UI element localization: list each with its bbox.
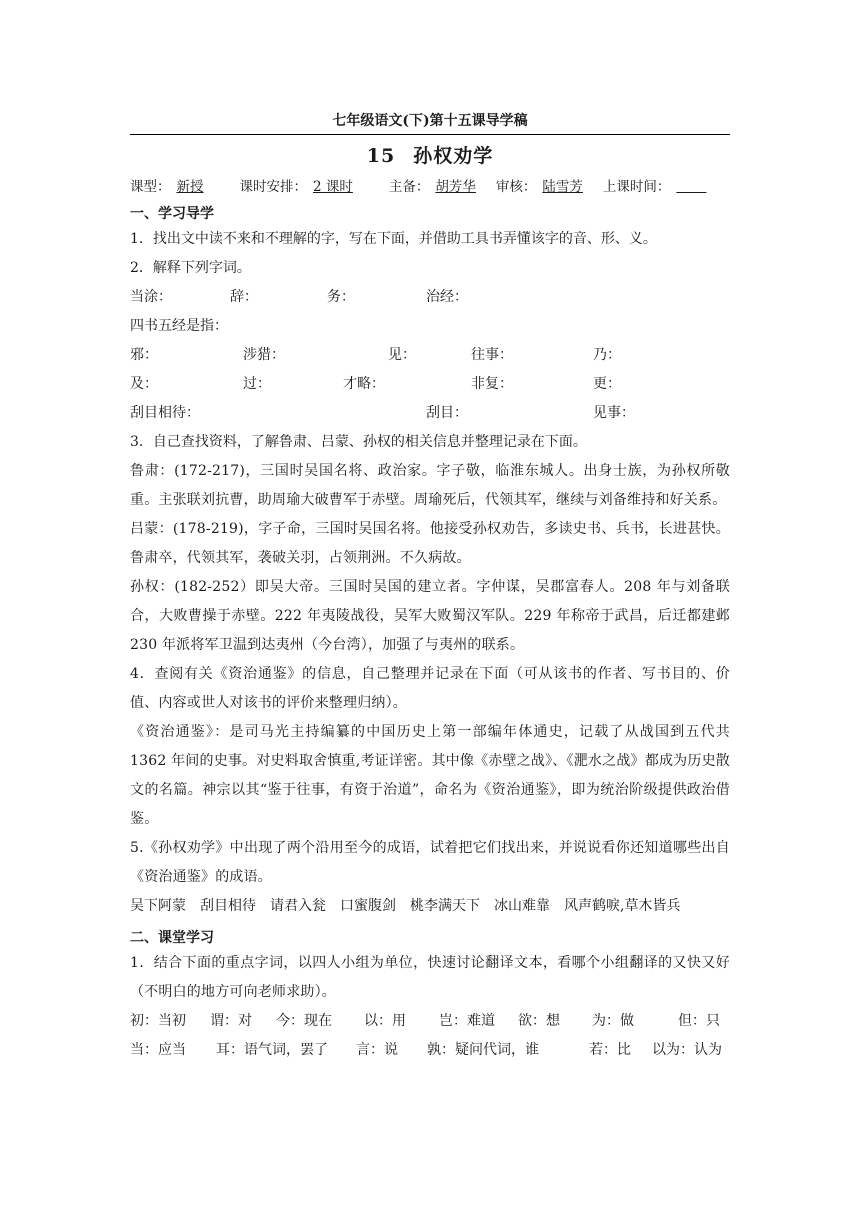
definition-item: 欲：想	[518, 1013, 560, 1029]
word-item: 涉猎：	[243, 347, 285, 363]
word-row	[130, 370, 730, 399]
word-item: 非复：	[471, 376, 513, 392]
definition-item: 以：用	[364, 1013, 406, 1029]
lead-value: 胡芳华	[435, 179, 476, 195]
word-item: 见：	[388, 347, 416, 363]
lesson-title	[130, 143, 730, 169]
lusu-bio: 鲁肃：(172-217)，三国时吴国名将、政治家。字子敬，临淮东城人。出身士族，为孙权所敬重。主张联刘抗曹，助周瑜大破曹军于赤壁。周瑜死后，代领其军，继续与刘备维持和好关系。	[130, 463, 730, 508]
review-label: 审核：	[495, 179, 537, 195]
sunquan-bio: 孙权：(182-252）即吴大帝。三国时吴国的建立者。字仲谋，吴郡富春人。208 年与刘备联合，大败曹操于赤壁。222 年夷陵战役，吴军大败蜀汉军队。229 年称帝于武昌，后迁都建邺 230 年派将军卫温到达夷州（今台湾），加强了与夷州的联系。	[130, 579, 730, 653]
definition-item: 初：当初	[130, 1013, 186, 1029]
word-row	[130, 312, 730, 341]
word-item: 邪：	[130, 347, 158, 363]
word-item: 刮目相待：	[130, 405, 200, 421]
definition-row	[130, 1036, 730, 1065]
page-header: 七年级语文(下)第十五课导学稿	[130, 112, 730, 135]
question-1: 1．找出文中读不来和不理解的字，写在下面，并借助工具书弄懂该字的音、形、义。	[130, 231, 657, 247]
hours-label: 课时安排：	[239, 179, 307, 195]
idiom-list	[130, 892, 730, 921]
definition-item: 但：只	[678, 1013, 720, 1029]
definition-item: 耳：语气词，罢了	[216, 1042, 328, 1058]
definition-item: 言：说	[356, 1042, 398, 1058]
definition-item: 当：应当	[130, 1042, 186, 1058]
zztj-info: 《资治通鉴》：是司马光主持编纂的中国历史上第一部编年体通史，记载了从战国到五代共 1362 年间的史事。对史料取舍慎重,考证详密。其中像《赤壁之战》、《淝水之战》都成为历史散文的名篇。神宗以其“鉴于往事，有资于治道”，命名为《资治通鉴》，即为统治阶级提供政治借鉴。	[130, 724, 730, 827]
lesson-title-text: 孙权劝学	[413, 145, 494, 167]
definition-item: 为：做	[592, 1013, 634, 1029]
idiom-item: 刮目相待	[200, 898, 256, 914]
class-question-1: 1．结合下面的重点字词，以四人小组为单位，快速讨论翻译文本，看哪个小组翻译的又快又好（不明白的地方可向老师求助）。	[130, 955, 730, 1000]
word-item: 过：	[243, 376, 271, 392]
word-item: 往事：	[471, 347, 513, 363]
word-item: 务：	[327, 289, 355, 305]
idiom-item: 请君入瓮	[270, 898, 326, 914]
definition-item: 孰：疑问代词，谁	[427, 1042, 539, 1058]
hours-value: 2 课时	[313, 179, 353, 195]
lesson-number: 15	[366, 145, 396, 167]
document-page	[130, 112, 730, 1065]
definition-item: 谓：对	[210, 1013, 252, 1029]
question-3: 3．自己查找资料，了解鲁肃、吕蒙、孙权的相关信息并整理记录在下面。	[130, 434, 587, 450]
section-heading: 一、学习导学	[130, 206, 214, 222]
word-row	[130, 341, 730, 370]
word-item: 更：	[593, 376, 621, 392]
word-item: 当涂：	[130, 289, 172, 305]
word-item: 见事：	[593, 405, 635, 421]
lead-label: 主备：	[388, 179, 430, 195]
type-label: 课型：	[130, 179, 171, 195]
question-4: 4．查阅有关《资治通鉴》的信息，自己整理并记录在下面（可从该书的作者、写书目的、价值、内容或世人对该书的评价来整理归纳）。	[130, 666, 730, 711]
date-label: 上课时间：	[602, 179, 671, 195]
type-value: 新授	[176, 179, 204, 195]
lvmeng-bio: 吕蒙：(178-219)，字子命，三国时吴国名将。他接受孙权劝告，多读史书、兵书，长进甚快。鲁肃卒，代领其军，袭破关羽，占领荆洲。不久病故。	[130, 521, 730, 566]
definition-row	[130, 1007, 730, 1036]
word-item: 及：	[130, 376, 158, 392]
idiom-item: 桃李满天下	[410, 898, 480, 914]
word-item: 治经：	[426, 289, 468, 305]
definition-item: 若：比	[589, 1042, 631, 1058]
word-item: 四书五经是指：	[130, 318, 228, 334]
word-item: 乃：	[593, 347, 621, 363]
lesson-meta	[130, 177, 730, 197]
idiom-item: 吴下阿蒙	[130, 898, 186, 914]
question-2: 2．解释下列字词。	[130, 260, 251, 276]
date-blank	[670, 179, 712, 195]
definition-item: 今：现在	[276, 1013, 332, 1029]
idiom-item: 冰山难靠	[494, 898, 550, 914]
word-item: 刮目：	[426, 405, 468, 421]
idiom-item: 口蜜腹剑	[340, 898, 396, 914]
review-value: 陆雪芳	[542, 179, 583, 195]
definition-item: 岂：难道	[439, 1013, 495, 1029]
idiom-item: 风声鹤唳,草木皆兵	[564, 898, 681, 914]
question-5: 5.《孙权劝学》中出现了两个沿用至今的成语，试着把它们找出来，并说说看你还知道哪些出自《资治通鉴》的成语。	[130, 840, 730, 885]
word-row	[130, 283, 730, 312]
word-item: 辞：	[230, 289, 258, 305]
section-heading: 二、课堂学习	[130, 930, 214, 946]
word-item: 才略：	[343, 376, 385, 392]
definition-item: 以为：认为	[652, 1042, 722, 1058]
word-row	[130, 399, 730, 428]
